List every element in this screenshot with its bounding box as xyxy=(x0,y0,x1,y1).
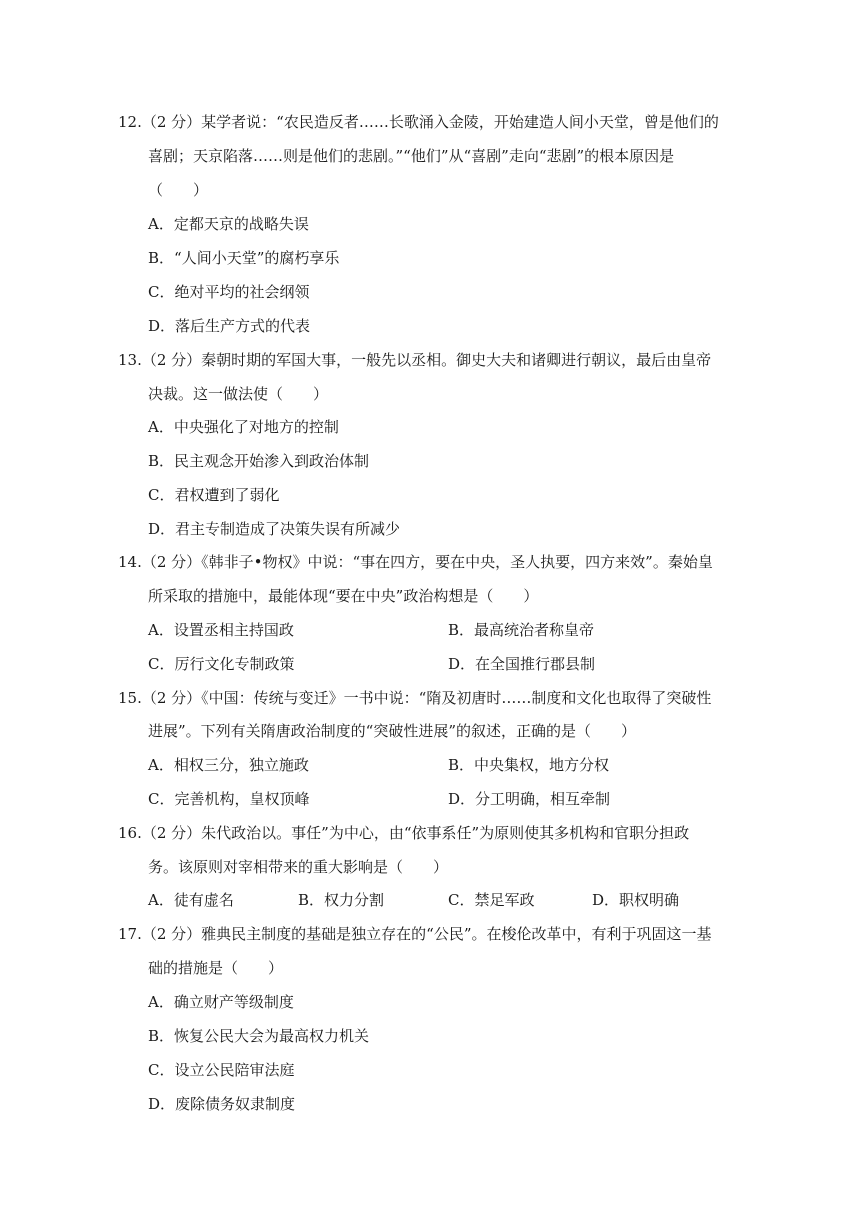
question-12-line-2: 喜剧；天京陷落……则是他们的悲剧。”“他们”从“喜剧”走向“悲剧”的根本原因是 xyxy=(148,147,675,165)
question-12-option-d: D．落后生产方式的代表 xyxy=(148,317,311,335)
question-16-option-d: D．职权明确 xyxy=(592,891,680,909)
question-15-option-b: B．中央集权，地方分权 xyxy=(448,756,610,774)
question-12-line-1: 12.（2 分）某学者说：“农民造反者……长歌涌入金陵，开始建造人间小天堂，曾是他们的 xyxy=(118,113,719,131)
question-15-line-2: 进展”。下列有关隋唐政治制度的“突破性进展”的叙述，正确的是（ ） xyxy=(148,722,637,740)
question-12-option-a: A．定都天京的战略失误 xyxy=(148,215,309,233)
question-14-line-2: 所采取的措施中，最能体现“要在中央”政治构想是（ ） xyxy=(148,587,539,605)
question-13-option-a: A．中央强化了对地方的控制 xyxy=(148,418,339,436)
question-15-option-c: C．完善机构，皇权顶峰 xyxy=(148,790,310,808)
question-13-line-1: 13.（2 分）秦朝时期的军国大事，一般先以丞相。御史大夫和诸卿进行朝议，最后由皇帝 xyxy=(118,351,712,369)
question-17-option-a: A．确立财产等级制度 xyxy=(148,993,294,1011)
question-16-line-1: 16.（2 分）朱代政治以。事任”为中心，由“依事系任”为原则使其多机构和官职分担政 xyxy=(118,824,690,842)
question-17-line-2: 础的措施是（ ） xyxy=(148,959,284,977)
question-13-option-b: B．民主观念开始渗入到政治体制 xyxy=(148,452,370,470)
question-15-option-d: D．分工明确，相互牵制 xyxy=(448,790,611,808)
question-12-line-3: （ ） xyxy=(148,181,209,199)
question-16-option-a: A．徒有虚名 xyxy=(148,891,234,909)
question-17-option-b: B．恢复公民大会为最高权力机关 xyxy=(148,1027,370,1045)
question-14-line-1: 14.（2 分）《韩非子•物权》中说：“事在四方，要在中央，圣人执要，四方来效”。秦始皇 xyxy=(118,553,713,571)
question-14-option-a: A．设置丞相主持国政 xyxy=(148,621,294,639)
question-13-line-2: 决裁。这一做法使（ ） xyxy=(148,385,329,403)
question-14-option-c: C．厉行文化专制政策 xyxy=(148,655,295,673)
question-15-line-1: 15.（2 分）《中国：传统与变迁》一书中说：“隋及初唐时……制度和文化也取得了突破性 xyxy=(118,689,712,707)
question-13-option-c: C．君权遭到了弱化 xyxy=(148,486,280,504)
question-15-option-a: A．相权三分，独立施政 xyxy=(148,756,309,774)
question-14-option-d: D．在全国推行郡县制 xyxy=(448,655,596,673)
question-17-option-c: C．设立公民陪审法庭 xyxy=(148,1061,295,1079)
question-16-option-b: B．权力分割 xyxy=(298,891,385,909)
question-12-option-c: C．绝对平均的社会纲领 xyxy=(148,283,310,301)
question-16-option-c: C．禁足军政 xyxy=(448,891,535,909)
question-14-option-b: B．最高统治者称皇帝 xyxy=(448,621,595,639)
question-17-option-d: D．废除债务奴隶制度 xyxy=(148,1095,296,1113)
question-16-line-2: 务。该原则对宰相带来的重大影响是（ ） xyxy=(148,858,449,876)
question-17-line-1: 17.（2 分）雅典民主制度的基础是独立存在的“公民”。在梭伦改革中，有利于巩固这一基 xyxy=(118,925,712,943)
question-12-option-b: B．“人间小天堂”的腐朽享乐 xyxy=(148,249,340,267)
question-13-option-d: D．君主专制造成了决策失误有所减少 xyxy=(148,520,401,538)
